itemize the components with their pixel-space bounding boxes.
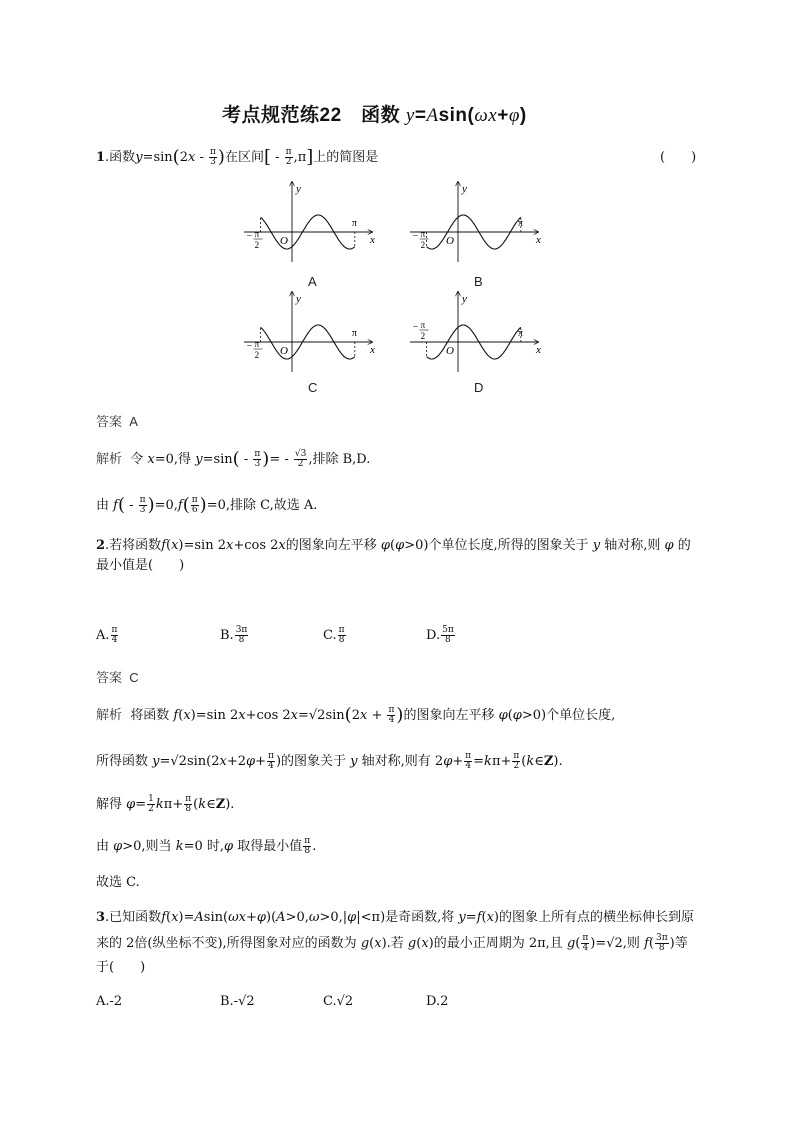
svg-text:2: 2: [254, 240, 260, 250]
question-3-stem-2: 来的 2倍(纵坐标不变),所得图象对应的函数为 g(x).若 g(x)的最小正周期为 2π,且 g( $\frac{\pi}{4}$ )=√2,则 f( $\frac{3\pi}{8}$ )等: [96, 933, 688, 953]
answer-paren: ( ): [660, 150, 697, 165]
svg-text:π: π: [420, 229, 426, 239]
svg-text:O: O: [446, 345, 454, 357]
svg-text:π: π: [351, 328, 357, 339]
svg-text:2: 2: [420, 240, 426, 250]
svg-text:2: 2: [254, 350, 260, 360]
answer-value: A: [129, 414, 138, 429]
graph-label-b: B: [474, 274, 483, 289]
q2-analysis-5: 故选 C.: [96, 875, 140, 890]
svg-text:x: x: [536, 344, 541, 356]
q1-analysis-2: 由 f( - $\frac{\pi}{3}$ )=0,f( $\frac{\pi}{6}$ )=0,排除 C,故选 A.: [96, 494, 318, 516]
svg-text:O: O: [280, 345, 288, 357]
graph-a: [244, 182, 375, 262]
page-title: 考点规范练22 函数 y=Asin(ωx+φ): [222, 105, 527, 126]
graph-c: [244, 292, 375, 372]
svg-text:π: π: [517, 328, 523, 339]
svg-text:O: O: [280, 235, 288, 247]
svg-text:x: x: [370, 344, 375, 356]
q2-analysis-4: 由 φ>0,则当 k=0 时,φ 取得最小值 $\frac{\pi}{8}$ .: [96, 836, 317, 856]
svg-text:y: y: [296, 293, 301, 305]
graph-label-d: D: [474, 380, 484, 395]
q2-option-d[interactable]: D. $\frac{5\pi}{8}$: [426, 625, 454, 645]
svg-text:−: −: [412, 322, 419, 333]
svg-text:π: π: [351, 218, 357, 229]
graph-label-c: C: [308, 380, 318, 395]
svg-text:x: x: [370, 234, 375, 246]
svg-text:−: −: [412, 231, 419, 242]
svg-text:y: y: [296, 183, 301, 195]
q2-option-a[interactable]: A. $\frac{\pi}{4}$: [96, 625, 118, 645]
graph-b: [410, 182, 541, 262]
question-number: 2: [96, 538, 106, 553]
svg-text:−: −: [246, 341, 253, 352]
q1-graphs: [240, 180, 560, 400]
q2-analysis-2: 所得函数 y=√2sin(2x+2φ+ $\frac{\pi}{4}$ )的图象关于 y 轴对称,则有 2φ+ $\frac{\pi}{4}$ =kπ+ $\frac{\pi}{2}$ (k∈Z).: [96, 751, 563, 771]
question-3-stem-3: 于( ): [96, 960, 146, 975]
q2-analysis-1: 解析 将函数 f(x)=sin 2x+cos 2x=√2sin(2x + $\frac{\pi}{4}$ )的图象向左平移 φ(φ>0)个单位长度,: [96, 704, 616, 726]
q2-analysis-3: 解得 φ= $\frac{1}{2}$ kπ+ $\frac{\pi}{8}$ (k∈Z).: [96, 794, 235, 814]
q3-option-b[interactable]: B.-√2: [220, 994, 255, 1009]
answer-value: C: [129, 670, 139, 685]
svg-text:π: π: [254, 339, 260, 349]
graph-d: [410, 292, 541, 372]
svg-text:x: x: [536, 234, 541, 246]
svg-text:−: −: [246, 231, 253, 242]
svg-text:y: y: [462, 183, 467, 195]
question-3-stem-1: 3.已知函数f(x)=Asin(ωx+φ)(A>0,ω>0,|φ|<π)是奇函数,将 y=f(x)的图象上所有点的横坐标伸长到原: [96, 910, 694, 925]
question-1-stem: 1.函数y=sin(2x - $\frac{\pi}{3}$ )在区间[ - $\frac{\pi}{2}$ ,π]上的简图是: [96, 146, 379, 168]
svg-text:π: π: [420, 320, 426, 330]
question-number: 3: [96, 910, 106, 925]
q2-option-c[interactable]: C. $\frac{\pi}{8}$: [323, 625, 345, 645]
svg-text:π: π: [254, 229, 260, 239]
svg-text:2: 2: [420, 331, 426, 341]
svg-text:y: y: [462, 293, 467, 305]
q3-option-c[interactable]: C.√2: [323, 994, 354, 1009]
question-number: 1: [96, 150, 106, 165]
question-2-stem-2: 最小值是( ): [96, 558, 185, 573]
svg-text:π: π: [517, 218, 523, 229]
graph-label-a: A: [308, 274, 317, 289]
q2-option-b[interactable]: B. $\frac{3\pi}{8}$: [220, 625, 248, 645]
svg-text:O: O: [446, 235, 454, 247]
answer-tag: 答案 A: [96, 414, 138, 429]
question-2-stem-1: 2.若将函数f(x)=sin 2x+cos 2x的图象向左平移 φ(φ>0)个单位长度,所得的图象关于 y 轴对称,则 φ 的: [96, 538, 691, 553]
q1-analysis-1: 解析 令 x=0,得 y=sin( - $\frac{\pi}{3}$ )= - $\frac{√3}{2}$ ,排除 B,D.: [96, 448, 371, 470]
q3-option-d[interactable]: D.2: [426, 994, 449, 1009]
answer-tag: 答案 C: [96, 670, 139, 685]
q3-option-a[interactable]: A.-2: [96, 994, 123, 1009]
